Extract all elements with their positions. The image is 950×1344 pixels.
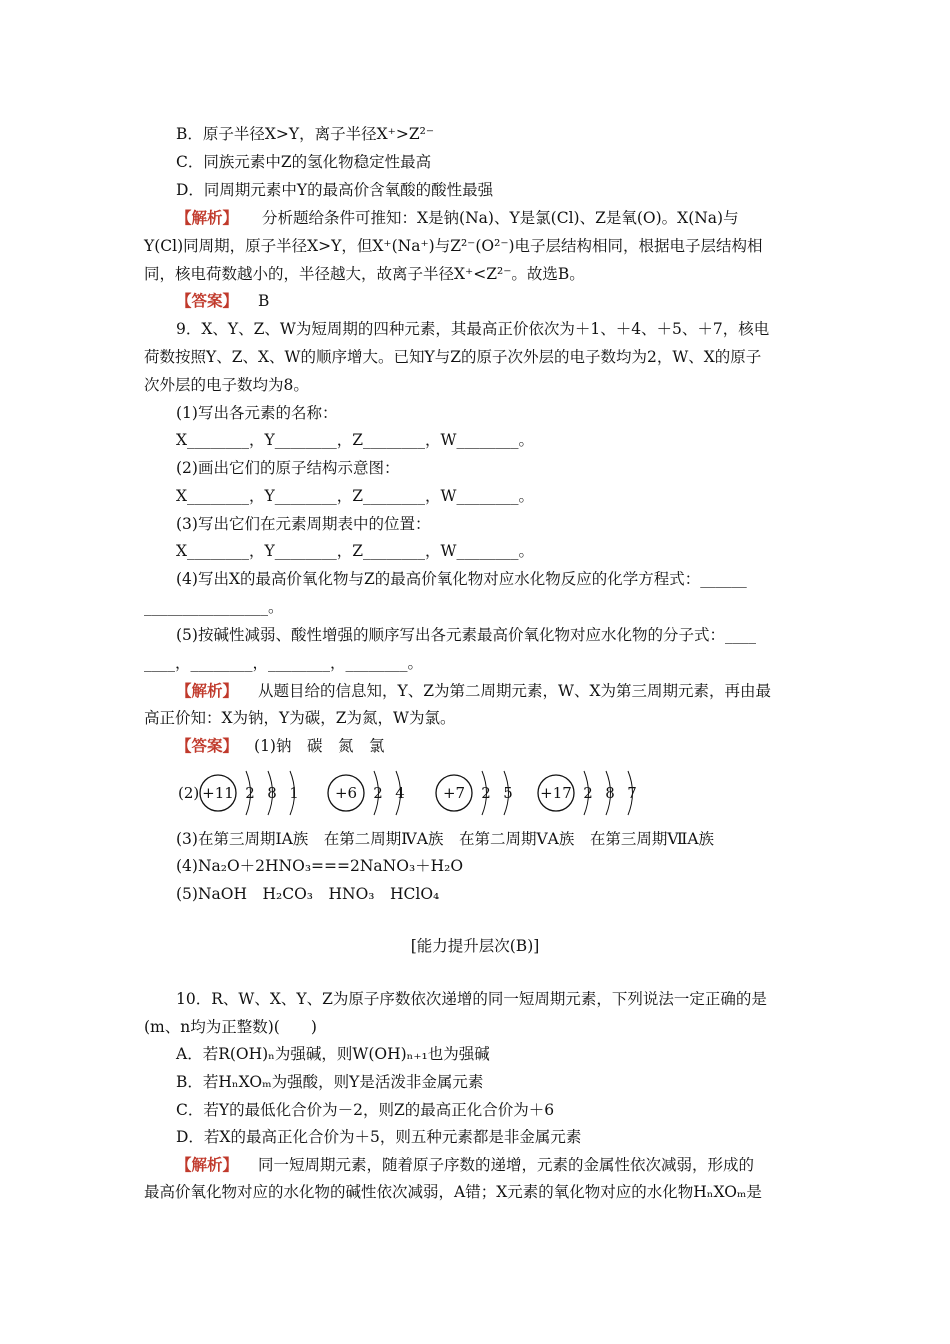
q9-part1: (1)写出各元素的名称： (176, 404, 338, 422)
q9-part1-blanks: X________，Y________，Z________，W________。 (176, 431, 534, 449)
electron-count: 8 (267, 784, 277, 802)
q10-analysis-text1: 同一短周期元素，随着原子序数的递增，元素的金属性依次减弱，形成的 (258, 1156, 755, 1174)
electron-count: 7 (627, 784, 637, 802)
q8-analysis-text1: 分析题给条件可推知：X是钠(Na)、Y是氯(Cl)、Z是氧(O)。X(Na)与 (262, 209, 739, 227)
q10-option-a: A．若R(OH)ₙ为强碱，则W(OH)ₙ₊₁也为强碱 (176, 1045, 490, 1063)
electron-count: 2 (583, 784, 593, 802)
q8-answer (176, 291, 269, 311)
q9-part4-line2: ________________。 (144, 598, 284, 616)
q8-analysis-line3: 同，核电荷数越小的，半径越大，故离子半径X⁺<Z²⁻。故选B。 (144, 265, 585, 283)
q9-stem-line3: 次外层的电子数均为8。 (144, 376, 309, 394)
section-title: [能力提升层次(B)] (410, 937, 540, 955)
q8-analysis-line1 (176, 208, 739, 228)
q10-option-d: D．若X的最高正化合价为＋5，则五种元素都是非金属元素 (176, 1128, 582, 1146)
atomic-structure-diagrams (176, 766, 736, 822)
nucleus-charge: +11 (202, 784, 234, 802)
q9-part5-line1: (5)按碱性减弱、酸性增强的顺序写出各元素最高价氧化物对应水化物的分子式：____ (176, 626, 756, 644)
q9-answer-3: (3)在第三周期ⅠA族 在第二周期ⅣA族 在第二周期ⅤA族 在第三周期ⅦA族 (176, 830, 715, 848)
electron-count: 4 (395, 784, 405, 802)
electron-count: 2 (373, 784, 383, 802)
q10-option-c: C．若Y的最低化合价为－2，则Z的最高正化合价为＋6 (176, 1101, 555, 1119)
q9-answer-1: (1)钠 碳 氮 氯 (254, 737, 385, 755)
q8-analysis-line2: Y(Cl)同周期，原子半径X>Y，但X⁺(Na⁺)与Z²⁻(O²⁻)电子层结构相同，根据电子层结构相 (144, 237, 763, 255)
q9-answer-5: (5)NaOH H₂CO₃ HNO₃ HClO₄ (176, 885, 440, 903)
q9-part5-line2: ____，________，________，________。 (144, 654, 424, 672)
answer-2-label: (2) (178, 784, 200, 802)
q10-analysis-line2: 最高价氧化物对应的水化物的碱性依次减弱，A错；X元素的氧化物对应的水化物HₙXOₘ是 (144, 1183, 762, 1201)
electron-count: 5 (503, 784, 513, 802)
electron-count: 8 (605, 784, 615, 802)
electron-count: 2 (245, 784, 255, 802)
q9-stem-line1: 9．X、Y、Z、W为短周期的四种元素，其最高正价依次为＋1、＋4、＋5、＋7，核电 (176, 320, 770, 338)
answer-tag: 【答案】 (176, 736, 239, 755)
q9-answer-4: (4)Na₂O＋2HNO₃===2NaNO₃＋H₂O (176, 857, 464, 875)
q8-option-c: C．同族元素中Z的氢化物稳定性最高 (176, 153, 432, 171)
analysis-tag: 【解析】 (176, 681, 239, 700)
q9-stem-line2: 荷数按照Y、Z、X、W的顺序增大。已知Y与Z的原子次外层的电子数均为2，W、X的原子 (144, 348, 762, 366)
q8-answer-value: B (258, 292, 270, 310)
electron-count: 1 (289, 784, 299, 802)
nucleus-charge: +7 (442, 784, 466, 802)
analysis-tag: 【解析】 (176, 1155, 239, 1174)
q10-stem-line1: 10．R、W、X、Y、Z为原子序数依次递增的同一短周期元素，下列说法一定正确的是 (176, 990, 767, 1008)
q9-analysis-line1 (176, 681, 771, 701)
q10-analysis-line1 (176, 1155, 754, 1175)
q9-analysis-line2: 高正价知：X为钠，Y为碳，Z为氮，W为氯。 (144, 709, 456, 727)
q9-part3-blanks: X________，Y________，Z________，W________。 (176, 542, 534, 560)
q8-option-d: D．同周期元素中Y的最高价含氧酸的酸性最强 (176, 181, 494, 199)
electron-count: 2 (481, 784, 491, 802)
nucleus-charge: +17 (540, 784, 572, 802)
q8-option-b: B．原子半径X>Y，离子半径X⁺>Z²⁻ (176, 125, 435, 143)
analysis-tag: 【解析】 (176, 208, 239, 227)
q9-part2-blanks: X________，Y________，Z________，W________。 (176, 487, 534, 505)
q9-answer-line1 (176, 736, 384, 756)
answer-tag: 【答案】 (176, 291, 239, 310)
q10-option-b: B．若HₙXOₘ为强酸，则Y是活泼非金属元素 (176, 1073, 484, 1091)
q9-analysis-text1: 从题目给的信息知，Y、Z为第二周期元素，W、X为第三周期元素，再由最 (258, 682, 771, 700)
q9-part3: (3)写出它们在元素周期表中的位置： (176, 515, 431, 533)
q9-part4-line1: (4)写出X的最高价氧化物与Z的最高价氧化物对应水化物反应的化学方程式：______ (176, 570, 747, 588)
nucleus-charge: +6 (334, 784, 358, 802)
q9-part2: (2)画出它们的原子结构示意图： (176, 459, 400, 477)
atomic-structure-svg (176, 766, 736, 822)
q10-stem-line2: (m、n均为正整数)( ) (144, 1018, 317, 1036)
